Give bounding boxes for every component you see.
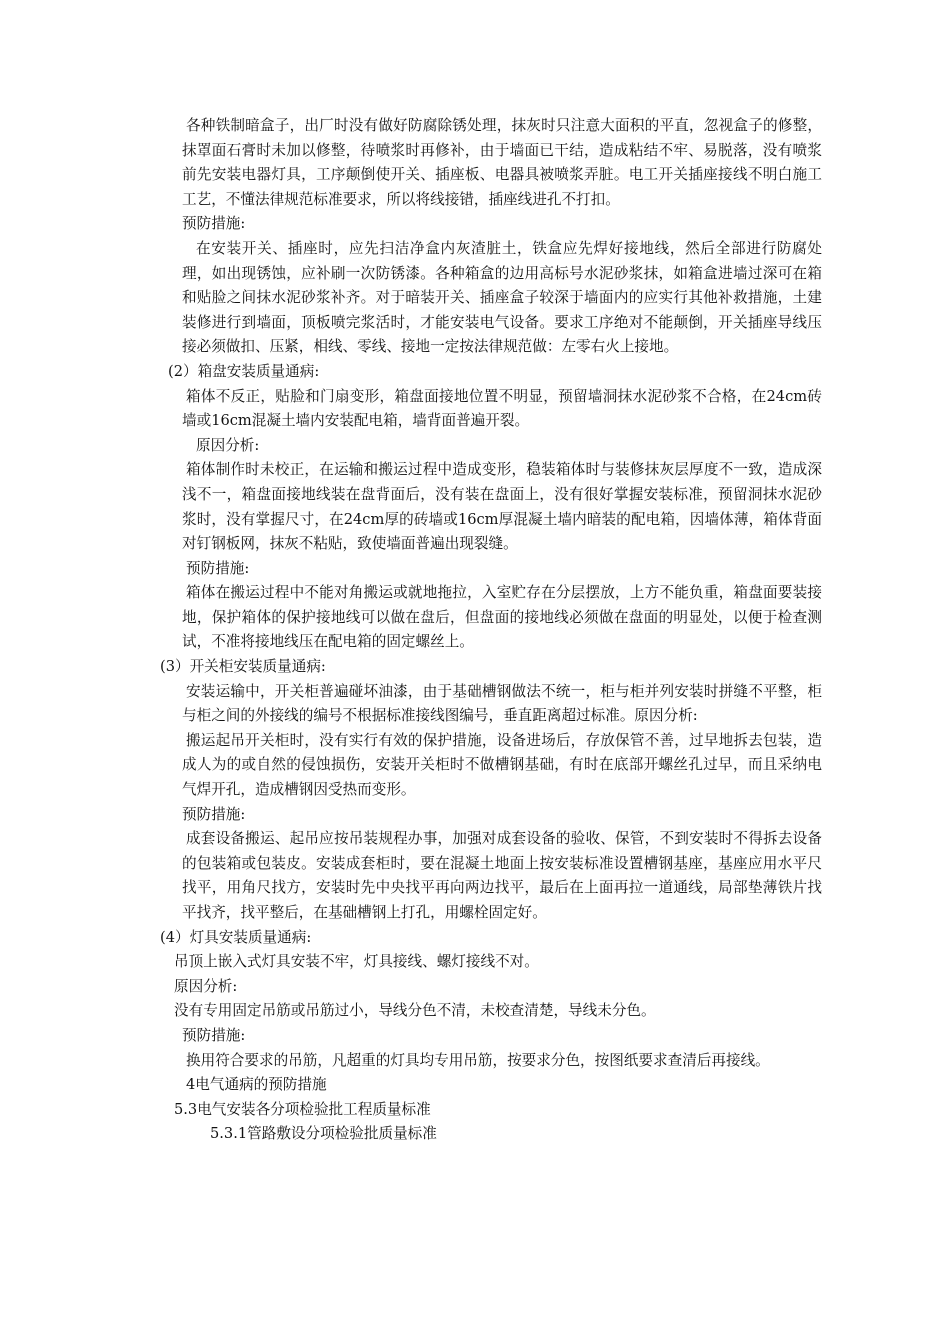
sec4-title: (4）灯具安装质量通病: bbox=[160, 928, 312, 946]
heading-5-3-1: 5.3.1管路敷设分项检验批质量标准 bbox=[210, 1125, 437, 1143]
sec4-prevent: 换用符合要求的吊筋，凡超重的灯具均专用吊筋，按要求分色，按图纸要求查清后再接线。 bbox=[186, 1051, 770, 1069]
sec2-prevent: 箱体在搬运过程中不能对角搬运或就地拖拉，入室贮存在分层摆放，上方不能负重，箱盘面要装接地，保护箱体的保护接地线可以做在盘后，但盘面的接地线必须做在盘面的明显处，以便于检查测试，不准将接地线压在配电箱的固定螺丝上。 bbox=[182, 584, 822, 651]
sec2-prevent-label: 预防措施: bbox=[186, 559, 250, 577]
sec3-title: (3）开关柜安装质量通病: bbox=[160, 658, 326, 676]
heading-5-3: 5.3电气安装各分项检验批工程质量标准 bbox=[174, 1100, 431, 1118]
sec1-body: 各种铁制暗盒子，出厂时没有做好防腐除锈处理，抹灰时只注意大面积的平直，忽视盒子的修整，抹罩面石膏时未加以修整，待喷浆时再修补，由于墙面已干结，造成粘结不牢、易脱落，没有喷浆前先安装电器灯具，工序颠倒使开关、插座板、电器具被喷浆弄脏。电工开关插座接线不明白施工工艺，不懂法律规范标准要求，所以将线接错，插座线进孔不打扣。 bbox=[182, 117, 822, 208]
sec4-cause-label: 原因分析: bbox=[174, 977, 238, 995]
sec2-cause-label: 原因分析: bbox=[196, 436, 260, 454]
sec2-cause: 箱体制作时未校正，在运输和搬运过程中造成变形，稳装箱体时与装修抹灰层厚度不一致，造成深浅不一，箱盘面接地线装在盘背面后，没有装在盘面上，没有很好掌握安装标准，预留洞抹水泥砂浆时，没有掌握尺寸，在24cm厚的砖墙或16cm厚混凝土墙内暗装的配电箱，因墙体薄，箱体背面对钉钢板网，抹灰不粘贴，致使墙面普遍出现裂缝。 bbox=[182, 461, 822, 553]
sec4-body: 吊顶上嵌入式灯具安装不牢，灯具接线、螺灯接线不对。 bbox=[174, 953, 539, 971]
heading-4: 4电气通病的预防措施 bbox=[186, 1076, 327, 1094]
sec3-cause: 搬运起吊开关柜时，没有实行有效的保护措施，设备进场后，存放保管不善，过早地拆去包装，造成人为的或自然的侵蚀损伤，安装开关柜时不做槽钢基础，有时在底部开螺丝孔过早，而且采纳电气焊开孔，造成槽钢因受热而变形。 bbox=[182, 731, 822, 799]
sec3-prevent: 成套设备搬运、起吊应按吊装规程办事，加强对成套设备的验收、保管，不到安装时不得拆去设备的包装箱或包装皮。安装成套柜时，要在混凝土地面上按安装标准设置槽钢基座，基座应用水平尺找平，用角尺找方，安装时先中央找平再向两边找平，最后在上面再拉一道通线，局部垫薄铁片找平找齐，找平整后，在基础槽钢上打孔，用螺栓固定好。 bbox=[182, 830, 822, 921]
sec4-cause: 没有专用固定吊筋或吊筋过小，导线分色不清，未校查清楚，导线未分色。 bbox=[174, 1002, 656, 1020]
sec4-prevent-label: 预防措施: bbox=[182, 1026, 246, 1044]
sec3-body: 安装运输中，开关柜普遍碰坏油漆，由于基础槽钢做法不统一，柜与柜并列安装时拼缝不平整，柜与柜之间的外接线的编号不根据标准接线图编号，垂直距离超过标准。原因分析: bbox=[182, 682, 822, 725]
sec1-prevent: 在安装开关、插座时，应先扫洁净盒内灰渣脏土，铁盒应先焊好接地线，然后全部进行防腐处理，如出现锈蚀，应补刷一次防锈漆。各种箱盒的边用高标号水泥砂浆抹，如箱盒进墙过深可在箱和贴脸之间抹水泥砂浆补齐。对于暗装开关、插座盒子较深于墙面内的应实行其他补救措施，土建装修进行到墙面，顶板喷完浆活时，才能安装电气设备。要求工序绝对不能颠倒，开关插座导线压接必须做扣、压紧，相线、零线、接地一定按法律规范做：左零右火上接地。 bbox=[182, 239, 822, 356]
sec1-prevent-label: 预防措施: bbox=[182, 215, 246, 233]
text-column bbox=[160, 114, 822, 1147]
sec2-title: (2）箱盘安装质量通病: bbox=[168, 362, 320, 380]
sec3-prevent-label: 预防措施: bbox=[182, 805, 246, 823]
sec2-body: 箱体不反正，贴脸和门扇变形，箱盘面接地位置不明显，预留墙洞抹水泥砂浆不合格，在24cm砖墙或16cm混凝土墙内安装配电箱，墙背面普遍开裂。 bbox=[182, 387, 822, 430]
